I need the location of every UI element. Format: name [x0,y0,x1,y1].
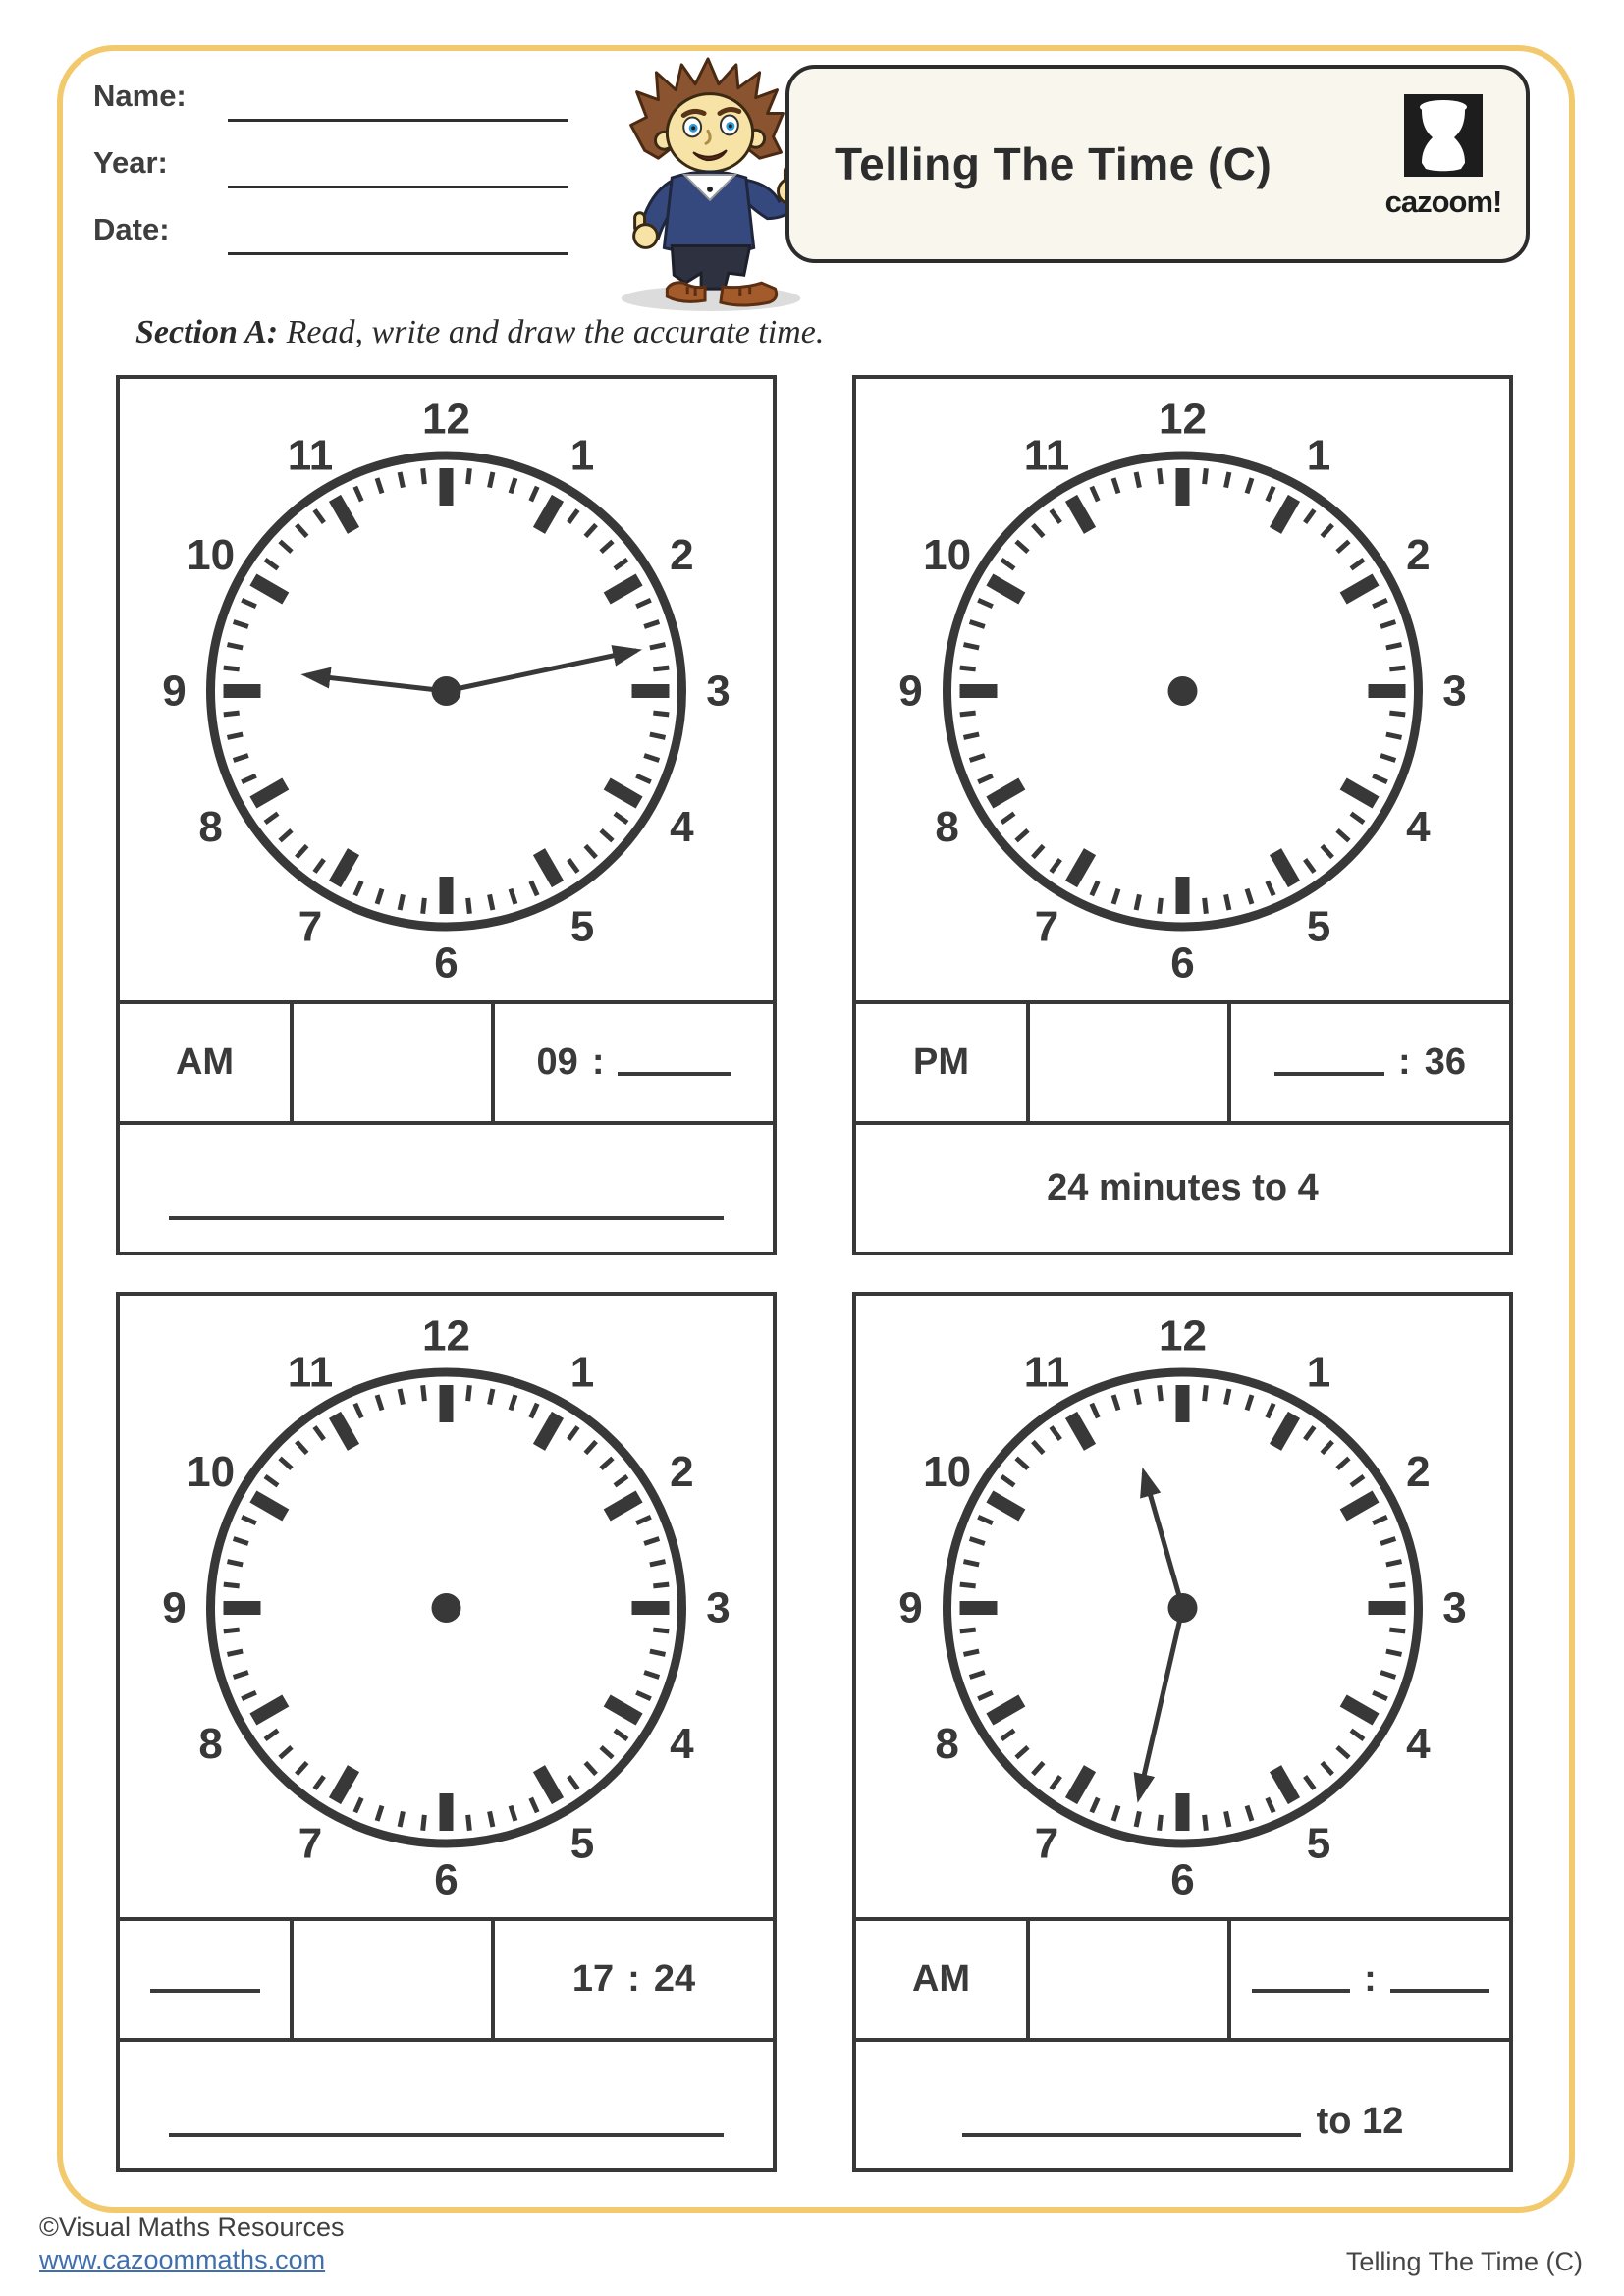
clock-number: 3 [1442,667,1467,716]
answer-text: : [591,1041,605,1083]
clock-number: 6 [1170,938,1195,988]
answer-blank[interactable] [962,2133,1301,2137]
clock-number: 2 [670,1448,694,1496]
period-cell [856,1921,1030,2038]
clock-face [120,379,773,1000]
clock-number: 1 [569,431,595,480]
clock-number: 10 [923,1448,972,1496]
clock-number: 12 [422,395,470,444]
sentence-row [120,1121,773,1252]
answer-text: : [627,1958,640,2000]
answer-row [120,1000,773,1121]
clock-number: 10 [187,1448,236,1496]
clock-number: 8 [935,803,959,851]
clock-number: 4 [1406,803,1431,851]
clock-center-dot [1168,1593,1198,1623]
answer-blank[interactable] [618,1072,731,1076]
clock-number: 9 [162,667,187,716]
answer-text: 36 [1424,1041,1466,1083]
clock-number: 4 [670,1720,694,1768]
answer-blank[interactable] [1390,1989,1489,1993]
clock-center-dot [1168,676,1198,706]
period-cell [120,1004,294,1121]
clock-number: 10 [923,531,972,579]
period-cell [120,1921,294,2038]
clock-number: 9 [898,1583,923,1632]
clock-number: 4 [1406,1720,1431,1768]
name-input-line[interactable] [228,119,568,122]
clock-area [120,379,773,1000]
date-label: Date: [93,212,170,246]
clock-number: 8 [935,1720,959,1768]
clock-number: 3 [1442,1583,1467,1632]
clock-area [856,379,1509,1000]
section-label: Section A: [135,314,279,350]
clock-number: 8 [198,803,223,851]
answer-text: to 12 [1316,2101,1404,2142]
clock-number: 2 [1406,531,1431,579]
footer-doc-label: Telling The Time (C) [1345,2247,1583,2276]
spare-cell[interactable] [294,1004,495,1121]
digital-time-cell [495,1921,773,2038]
clock-panel-2 [852,375,1513,1255]
name-label: Name: [93,79,187,113]
digital-time-cell [1231,1921,1509,2038]
clock-number: 11 [1023,1348,1070,1397]
cazoom-logo [1375,94,1512,227]
clock-panel-4 [852,1292,1513,2172]
clock-number: 10 [187,531,236,579]
clock-number: 3 [706,1583,731,1632]
answer-row [856,1000,1509,1121]
clock-number: 1 [1306,1348,1331,1397]
clock-number: 12 [1159,1311,1207,1361]
digital-time-cell [1231,1004,1509,1121]
sentence-row [856,2038,1509,2168]
clock-number: 5 [569,902,595,951]
clock-number: 5 [569,1819,595,1868]
title-box [785,65,1530,263]
clock-center-dot [432,676,461,706]
clock-number: 11 [287,1348,334,1397]
answer-text: AM [175,1041,235,1083]
clock-number: 8 [198,1720,223,1768]
answer-blank[interactable] [169,1216,724,1220]
date-input-line[interactable] [228,252,568,255]
answer-text: PM [913,1041,969,1083]
answer-text: 24 [653,1958,696,2000]
clock-number: 5 [1306,902,1331,951]
answer-text: 09 [536,1041,578,1083]
clock-number: 7 [1034,902,1059,951]
answer-blank[interactable] [1252,1989,1350,1993]
clock-number: 4 [670,803,694,851]
clock-number: 1 [569,1348,595,1397]
clock-number: 9 [898,667,923,716]
period-cell [856,1004,1030,1121]
clock-number: 12 [422,1311,470,1361]
footer-link[interactable]: www.cazoommaths.com [39,2245,326,2274]
answer-row [856,1917,1509,2038]
answer-blank[interactable] [1274,1072,1384,1076]
sentence-row [120,2038,773,2168]
spare-cell[interactable] [294,1921,495,2038]
answer-text: : [1398,1041,1411,1083]
answer-text: 17 [571,1958,615,2000]
spare-cell[interactable] [1030,1004,1231,1121]
clock-panel-3 [116,1292,777,2172]
answer-text: AM [911,1958,971,2000]
logo-text: cazoom! [1384,185,1502,219]
clock-number: 7 [298,1819,323,1868]
clock-panel-1 [116,375,777,1255]
clock-number: 2 [670,531,694,579]
answer-text: 24 minutes to 4 [1047,1167,1319,1208]
clock-area [856,1296,1509,1917]
spare-cell[interactable] [1030,1921,1231,2038]
clock-face[interactable] [120,1296,773,1917]
drum-icon [1375,94,1512,222]
clock-number: 6 [1170,1855,1195,1904]
clock-number: 5 [1306,1819,1331,1868]
answer-text: : [1364,1958,1377,2000]
footer-copyright: ©Visual Maths Resources [39,2213,345,2242]
section-text: Read, write and draw the accurate time. [286,314,825,350]
clock-number: 11 [1023,431,1070,480]
clock-number: 3 [706,667,731,716]
year-input-line[interactable] [228,186,568,188]
clock-number: 1 [1306,431,1331,480]
clock-face [856,1296,1509,1917]
clock-number: 6 [434,938,459,988]
clock-number: 11 [287,431,334,480]
clock-center-dot [432,1593,461,1623]
clock-number: 7 [298,902,323,951]
clock-number: 9 [162,1583,187,1632]
clock-number: 6 [434,1855,459,1904]
clock-face[interactable] [856,379,1509,1000]
clock-number: 12 [1159,395,1207,444]
sentence-row [856,1121,1509,1252]
clock-number: 7 [1034,1819,1059,1868]
year-label: Year: [93,145,168,180]
answer-blank[interactable] [169,2133,724,2137]
answer-row [120,1917,773,2038]
page-title: Telling The Time (C) [835,138,1272,189]
digital-time-cell [495,1004,773,1121]
answer-blank[interactable] [150,1989,260,1993]
section-instruction [135,314,824,351]
clock-number: 2 [1406,1448,1431,1496]
clock-area [120,1296,773,1917]
